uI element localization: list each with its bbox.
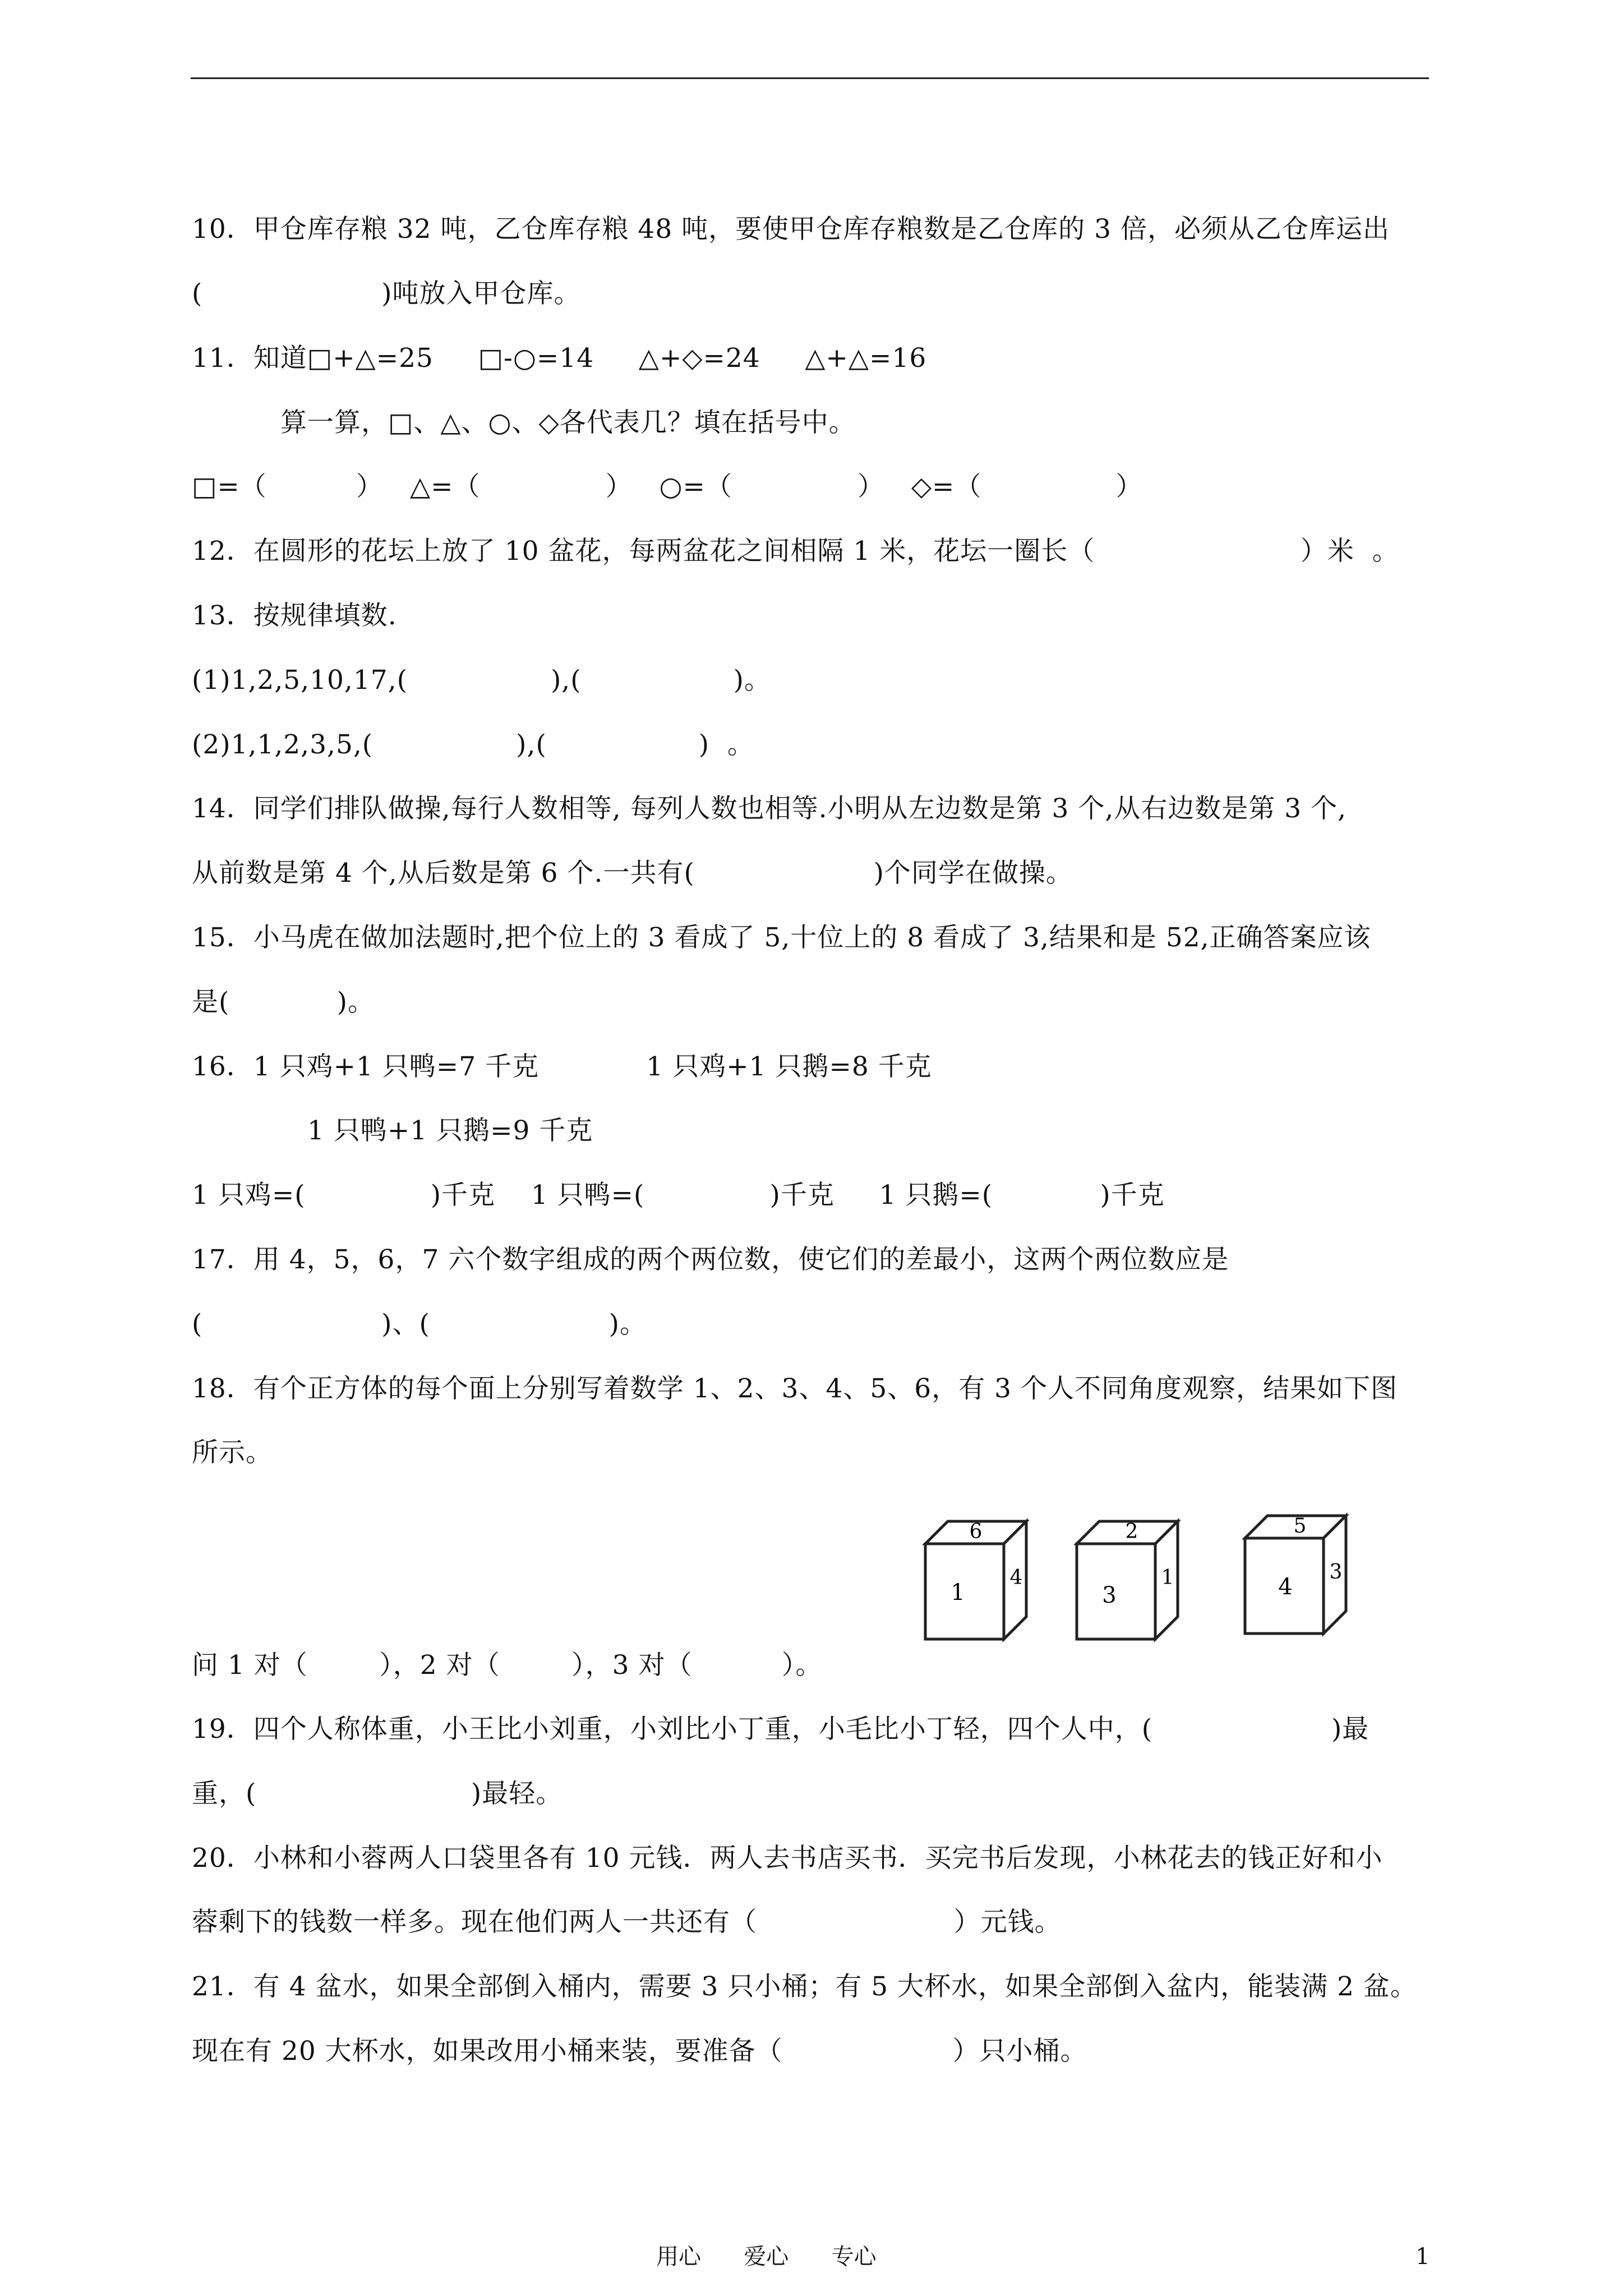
cube-view-1 <box>925 1520 1026 1639</box>
q18-answers: 问 1 对（ ），2 对（ ），3 对（ ）。 <box>192 1650 823 1681</box>
q16-answers: 1 只鸡=( )千克 1 只鸭=( )千克 1 只鹅=( )千克 <box>192 1180 1165 1211</box>
q14-line2: 从前数是第 4 个,从后数是第 6 个.一共有( )个同学在做操。 <box>192 858 1073 889</box>
q17-line1: 17．用 4，5，6，7 六个数字组成的两个两位数，使它们的差最小，这两个两位数应是 <box>192 1244 1229 1275</box>
q15-line1: 15．小马虎在做加法题时,把个位上的 3 看成了 5,十位上的 8 看成了 3,结果和是 52,正确答案应该 <box>192 922 1371 953</box>
cube-3-front-number: 4 <box>1278 1574 1293 1600</box>
q13-1: (1)1,2,5,10,17,( ),( )。 <box>192 665 771 696</box>
q20-line2: 蓉剩下的钱数一样多。现在他们两人一共还有（ ）元钱。 <box>192 1907 1062 1938</box>
q14-line1: 14．同学们排队做操,每行人数相等, 每列人数也相等.小明从左边数是第 3 个,从右边数是第 3 个, <box>192 793 1347 824</box>
cube-view-2 <box>1077 1520 1178 1639</box>
cube-2-side-number: 1 <box>1161 1566 1174 1589</box>
q21-line1: 21．有 4 盆水，如果全部倒入桶内，需要 3 只小桶；有 5 大杯水，如果全部倒入盆内，能装满 2 盆。 <box>192 1971 1417 2002</box>
header-rule <box>191 77 1429 79</box>
q18-line1: 18．有个正方体的每个面上分别写着数学 1、2、3、4、5、6，有 3 个人不同角度观察，结果如下图 <box>192 1373 1398 1404</box>
page-number: 1 <box>1415 2244 1430 2270</box>
q15-line2: 是( )。 <box>192 987 375 1018</box>
cube-3-side-number: 3 <box>1329 1561 1343 1584</box>
q16-line2: 1 只鸭+1 只鹅=9 千克 <box>307 1115 593 1146</box>
q21-line2: 现在有 20 大杯水，如果改用小桶来装，要准备（ ）只小桶。 <box>192 2036 1087 2067</box>
cube-1-front-number: 1 <box>951 1580 965 1605</box>
q10-line2: ( )吨放入甲仓库。 <box>192 278 581 309</box>
q19-line2: 重，( )最轻。 <box>192 1778 563 1809</box>
footer-motto: 用心 爱心 专心 <box>656 2244 877 2270</box>
q12: 12．在圆形的花坛上放了 10 盆花，每两盆花之间相隔 1 米，花坛一圈长（ ）米 。 <box>192 536 1399 567</box>
q16-line1: 16．1 只鸡+1 只鸭=7 千克 1 只鸡+1 只鹅=8 千克 <box>192 1051 932 1082</box>
cube-1-top-number: 6 <box>969 1520 983 1543</box>
q20-line1: 20．小林和小蓉两人口袋里各有 10 元钱．两人去书店买书．买完书后发现，小林花去的钱正好和小 <box>192 1843 1383 1874</box>
cube-1-side-number: 4 <box>1009 1566 1023 1589</box>
cube-2-front-number: 3 <box>1102 1582 1117 1608</box>
q17-line2: ( )、( )。 <box>192 1309 647 1340</box>
cube-2-top-number: 2 <box>1125 1520 1138 1543</box>
q11-line1: 11．知道□+△=25 □-○=14 △+◇=24 △+△=16 <box>192 343 927 374</box>
cube-3-top-number: 5 <box>1293 1515 1307 1538</box>
cube-view-3 <box>1245 1515 1346 1634</box>
cube-views-figure <box>909 1509 1368 1655</box>
q10-line1: 10．甲仓库存粮 32 吨，乙仓库存粮 48 吨，要使甲仓库存粮数是乙仓库的 3 倍，必须从乙仓库运出 <box>192 214 1390 245</box>
q13-2: (2)1,1,2,3,5,( ),( ) 。 <box>192 729 754 760</box>
q11-answers: □=（ ） △=（ ） ○=（ ） ◇=（ ） <box>192 471 1143 502</box>
q13-title: 13．按规律填数. <box>192 600 397 631</box>
q11-line2: 算一算，□、△、○、◇各代表几？填在括号中。 <box>280 407 856 438</box>
q19-line1: 19．四个人称体重，小王比小刘重，小刘比小丁重，小毛比小丁轻，四个人中，( )最 <box>192 1714 1370 1745</box>
q18-line2: 所示。 <box>192 1437 273 1468</box>
